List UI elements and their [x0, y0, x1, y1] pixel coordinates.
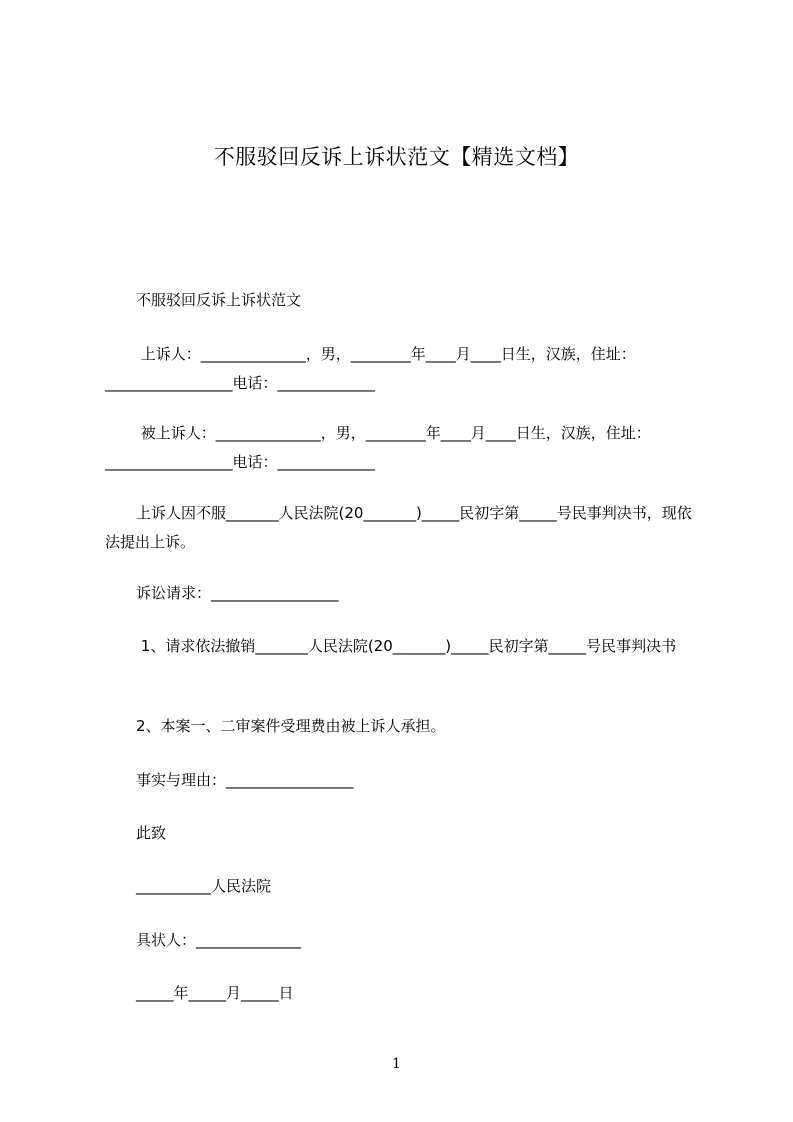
paragraph-appeal-reason: 上诉人因不服_______人民法院(20_______)_____民初字第_____号民事判决书，现依法提出上诉。 [105, 504, 692, 551]
paragraph-court: __________人民法院 [136, 877, 272, 895]
paragraph-heading: 不服驳回反诉上诉状范文 [136, 291, 302, 309]
paragraph-appellee: 被上诉人：______________，男，________年____月____日生，汉族，住址：_________________电话：_____________ [105, 424, 651, 471]
document-title: 不服驳回反诉上诉状范文【精选文档】 [213, 145, 580, 169]
paragraph-date: _____年_____月_____日 [136, 984, 294, 1002]
paragraph-facts-heading: 事实与理由：_________________ [136, 771, 354, 789]
paragraph-claims-heading: 诉讼请求：_________________ [136, 584, 339, 602]
paragraph-claim-2: 2、本案一、二审案件受理费由被上诉人承担。 [136, 717, 446, 735]
paragraph-claim-1: 1、请求依法撤销_______人民法院(20_______)_____民初字第_____号民事判决书 [136, 637, 677, 655]
page-number: 1 [392, 1056, 401, 1072]
paragraph-signer: 具状人：______________ [136, 931, 302, 949]
paragraph-salutation: 此致 [136, 824, 167, 842]
paragraph-appellant: 上诉人：______________，男，________年____月____日生，汉族，住址：_________________电话：_____________ [105, 345, 636, 392]
